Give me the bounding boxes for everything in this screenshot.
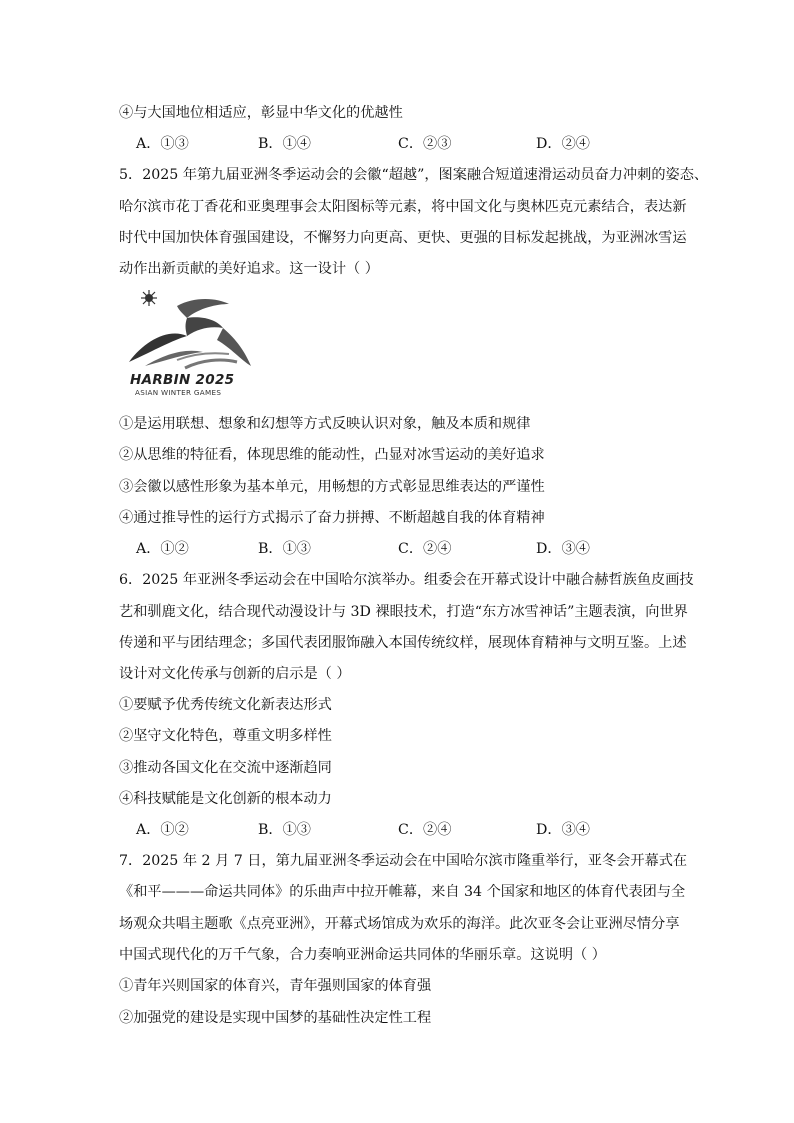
q7-item-1: ①青年兴则国家的体育兴，青年强则国家的体育强 (119, 978, 432, 994)
q5-stem-line-1: 5．2025 年第九届亚洲冬季运动会的会徽“超越”，图案融合短道速滑运动员奋力冲刺的姿态、 (119, 167, 709, 183)
q6-stem-line-1: 6．2025 年亚洲冬季运动会在中国哈尔滨举办。组委会在开幕式设计中融合赫哲族鱼皮画技 (119, 572, 694, 588)
logo-subtitle: ASIAN WINTER GAMES (135, 388, 222, 397)
q6-option-a: A．①② (136, 822, 189, 838)
q5-options (136, 539, 676, 559)
q5-item-1: ①是运用联想、想象和幻想等方式反映认识对象，触及本质和规律 (119, 416, 531, 432)
q6-item-4: ④科技赋能是文化创新的根本动力 (119, 791, 332, 807)
q5-stem-line-2: 哈尔滨市花丁香花和亚奥理事会太阳图标等元素，将中国文化与奥林匹克元素结合，表达新 (119, 199, 687, 215)
q4-option-d: D．②④ (536, 136, 590, 152)
q4-option-a: A．①③ (136, 136, 189, 152)
q6-option-b: B．①③ (258, 822, 311, 838)
q4-option-b: B．①④ (258, 136, 311, 152)
q7-stem-line-3: 场观众共唱主题歌《点亮亚洲》，开幕式场馆成为欢乐的海洋。此次亚冬会让亚洲尽情分享 (119, 916, 680, 932)
q6-item-2: ②坚守文化特色，尊重文明多样性 (119, 728, 332, 744)
q7-item-2: ②加强党的建设是实现中国梦的基础性决定性工程 (119, 1010, 432, 1026)
q5-option-b: B．①③ (258, 541, 311, 557)
q7-stem-line-2: 《和平———命运共同体》的乐曲声中拉开帷幕，来自 34 个国家和地区的体育代表团与全 (119, 884, 686, 900)
q4-option-c: C．②③ (398, 136, 452, 152)
q6-option-d: D．③④ (536, 822, 590, 838)
q7-stem-line-4: 中国式现代化的万千气象，合力奏响亚洲命运共同体的华丽乐章。这说明（ ） (119, 947, 606, 963)
q5-option-a: A．①② (136, 541, 189, 557)
q5-option-c: C．②④ (398, 541, 452, 557)
q6-option-c: C．②④ (398, 822, 452, 838)
q5-option-d: D．③④ (536, 541, 590, 557)
q4-item-4: ④与大国地位相适应，彰显中华文化的优越性 (119, 105, 403, 121)
q7-stem-line-1: 7．2025 年 2 月 7 日，第九届亚洲冬季运动会在中国哈尔滨市隆重举行，亚冬会开幕式在 (119, 853, 688, 869)
q5-stem-line-4: 动作出新贡献的美好追求。这一设计（ ） (119, 261, 379, 277)
q6-item-3: ③推动各国文化在交流中逐渐趋同 (119, 760, 332, 776)
q6-stem-line-4: 设计对文化传承与创新的启示是（ ） (119, 666, 351, 682)
q6-stem-line-2: 艺和驯鹿文化，结合现代动漫设计与 3D 裸眼技术，打造“东方冰雪神话”主题表演，向世界 (119, 604, 688, 620)
harbin-2025-logo (125, 288, 255, 398)
skater-emblem-icon (125, 288, 255, 372)
q6-stem-line-3: 传递和平与团结理念；多国代表团服饰融入本国传统纹样，展现体育精神与文明互鉴。上述 (119, 635, 687, 651)
q5-item-4: ④通过推导性的运行方式揭示了奋力拼搏、不断超越自我的体育精神 (119, 510, 545, 526)
q4-options (136, 134, 676, 154)
q6-options (136, 820, 676, 840)
q5-item-2: ②从思维的特征看，体现思维的能动性，凸显对冰雪运动的美好追求 (119, 447, 545, 463)
q6-item-1: ①要赋予优秀传统文化新表达形式 (119, 697, 332, 713)
q5-stem-line-3: 时代中国加快体育强国建设，不懈努力向更高、更快、更强的目标发起挑战，为亚洲冰雪运 (119, 230, 687, 246)
logo-title: HARBIN 2025 (130, 372, 235, 388)
q5-item-3: ③会徽以感性形象为基本单元，用畅想的方式彰显思维表达的严谨性 (119, 479, 545, 495)
